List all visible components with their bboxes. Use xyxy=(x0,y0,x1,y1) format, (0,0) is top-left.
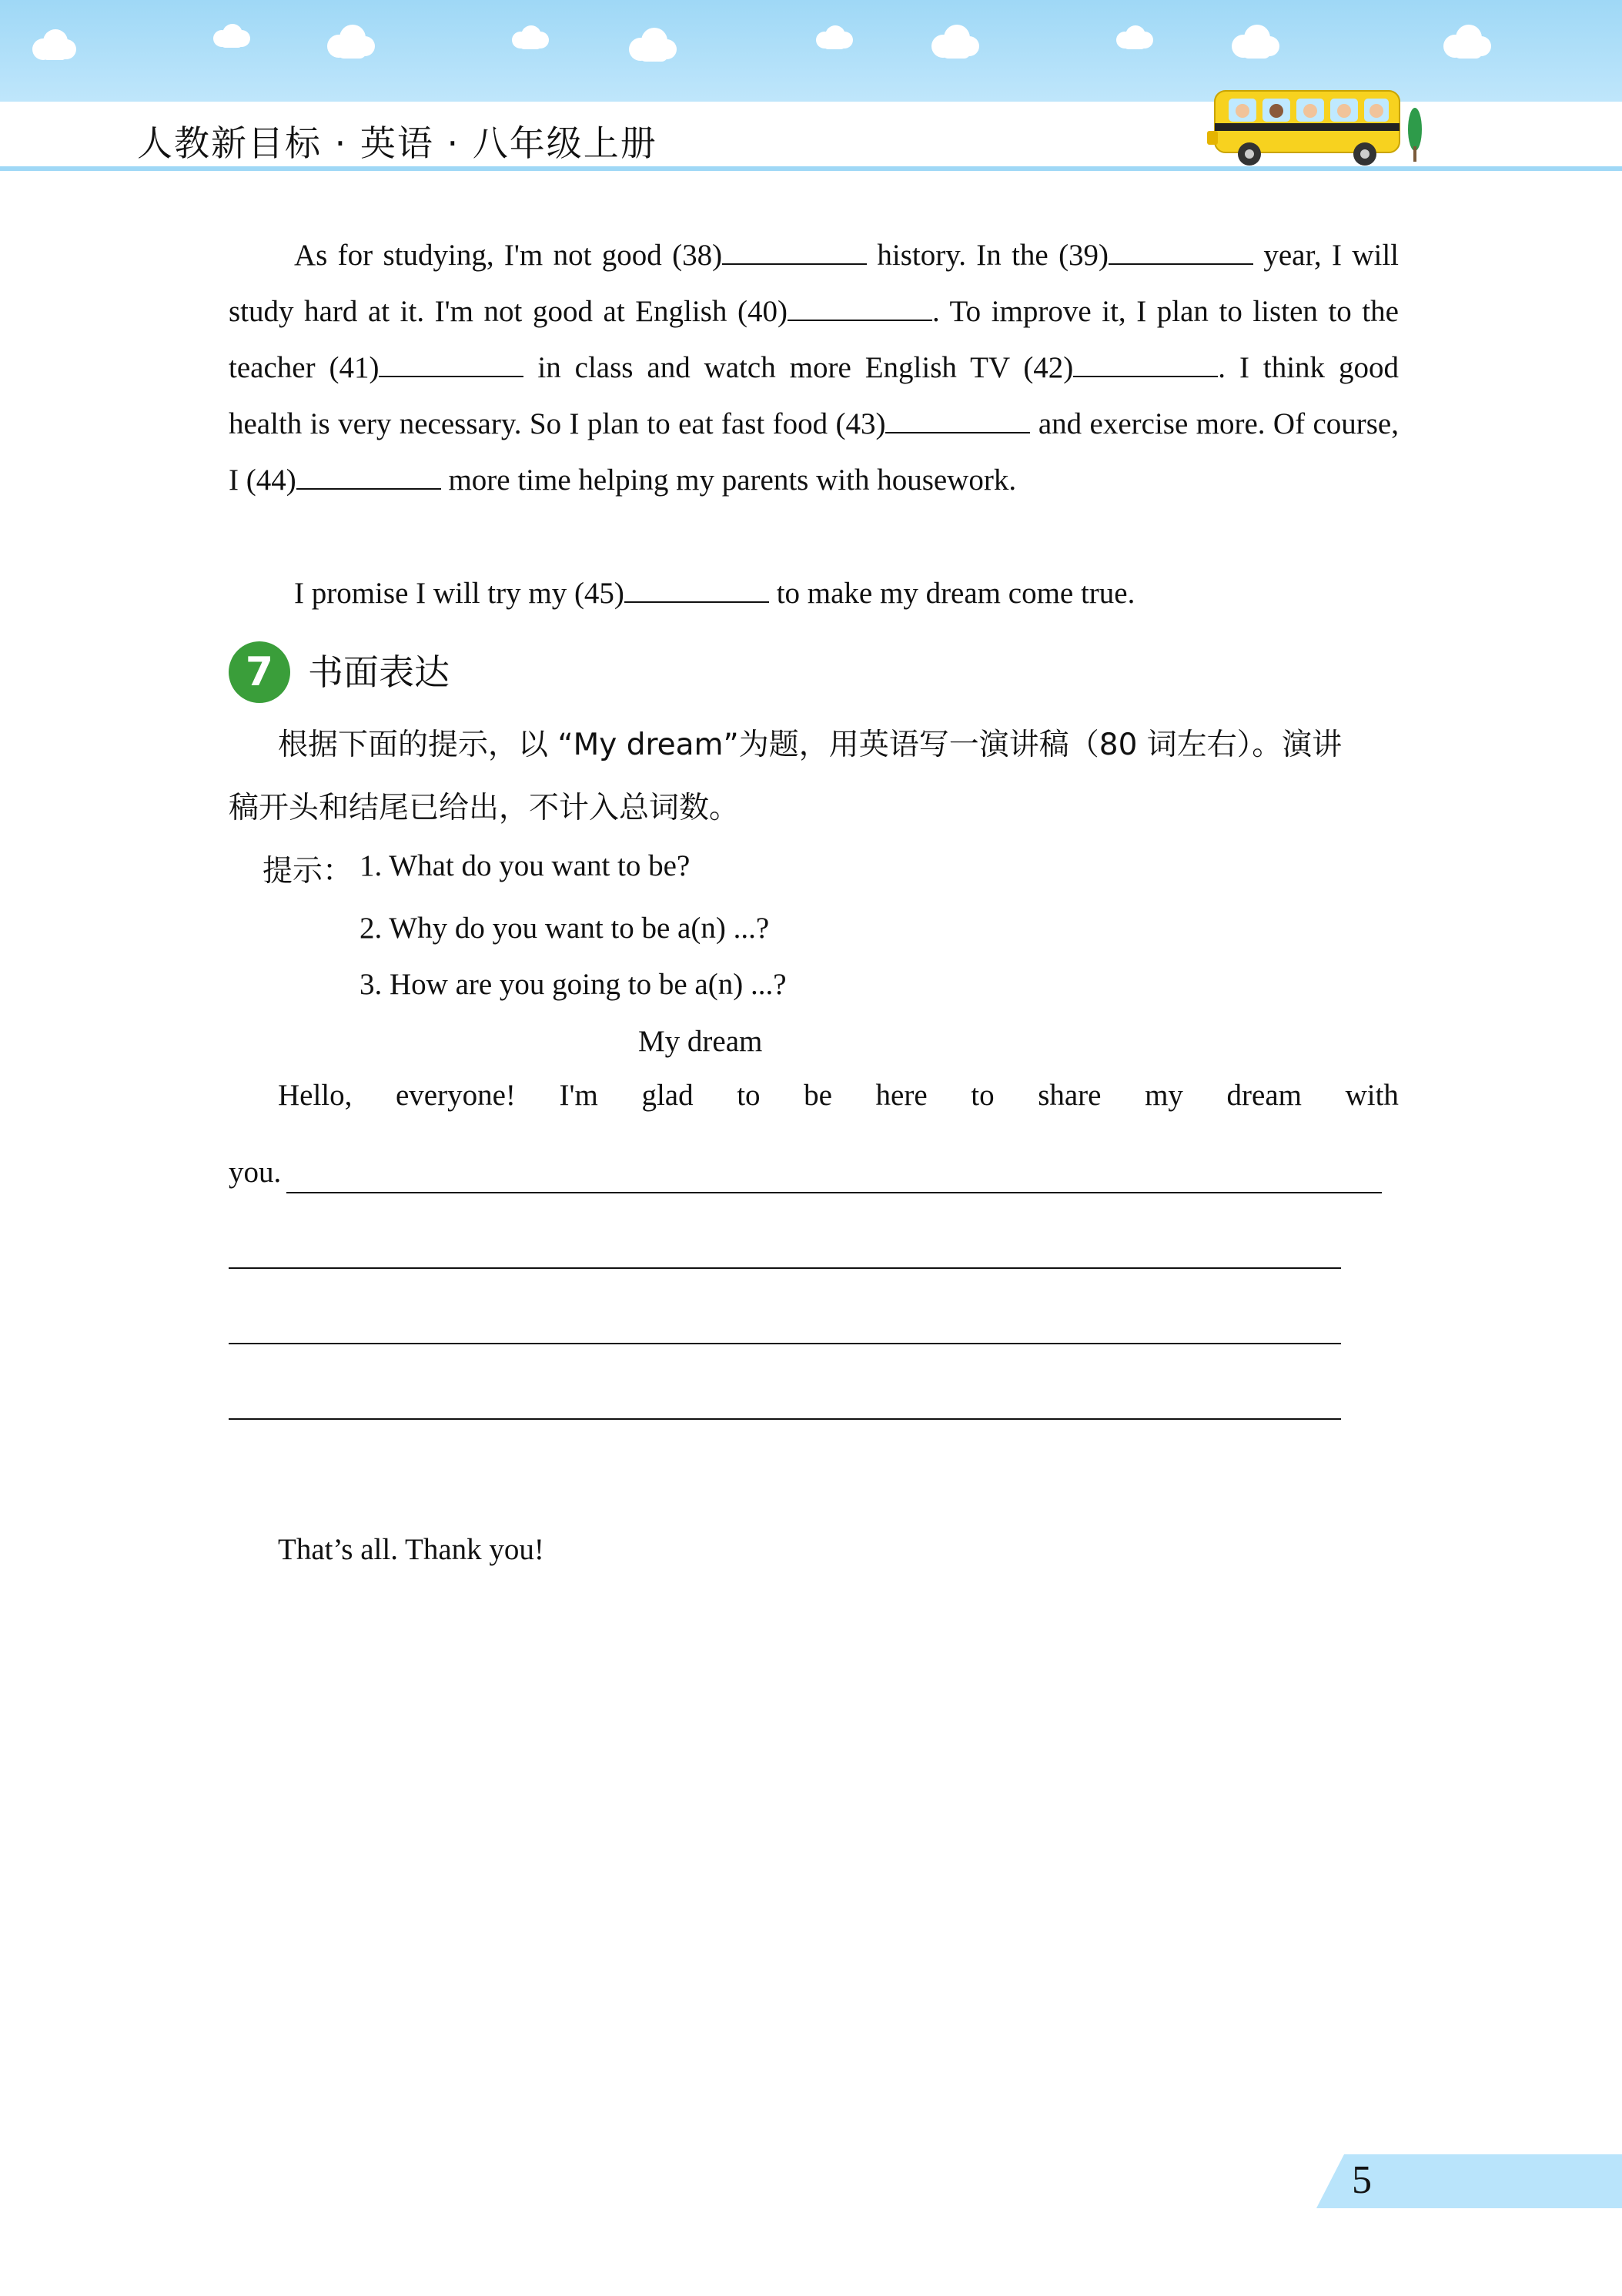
cloud-icon xyxy=(928,23,982,60)
opening-word: everyone! xyxy=(396,1079,516,1112)
passage-text: I promise I will try my (45) xyxy=(294,577,624,610)
cloud-icon xyxy=(28,28,79,62)
section-title: 书面表达 xyxy=(308,651,450,693)
opening-word: be xyxy=(804,1079,832,1112)
cloud-icon xyxy=(508,25,551,51)
writing-line[interactable] xyxy=(286,1192,1382,1193)
hint-item: 3. How are you going to be a(n) ...? xyxy=(360,968,787,1001)
writing-line[interactable] xyxy=(229,1267,1341,1269)
answer-blank-43[interactable] xyxy=(885,406,1030,433)
instruction-text: 稿开头和结尾已给出，不计入总词数。 xyxy=(229,791,740,825)
passage-text: more time helping my parents with housework. xyxy=(440,464,1017,497)
writing-line[interactable] xyxy=(229,1418,1341,1420)
opening-word: dream xyxy=(1226,1079,1302,1112)
passage-paragraph xyxy=(229,565,1399,621)
cloud-icon xyxy=(209,23,252,49)
cloud-icon xyxy=(1112,25,1155,51)
school-bus-icon xyxy=(1207,77,1430,169)
essay-title: My dream xyxy=(638,1025,763,1058)
essay-closing: That’s all. Thank you! xyxy=(278,1533,544,1566)
answer-blank-41[interactable] xyxy=(379,350,523,377)
opening-word: glad xyxy=(641,1079,694,1112)
opening-word: to xyxy=(971,1079,995,1112)
instruction-text: 根据下面的提示，以 “My dream”为题，用英语写一演讲稿（80 词左右）。演讲 xyxy=(278,728,1343,762)
cloud-icon xyxy=(323,23,377,60)
opening-word: Hello, xyxy=(278,1079,353,1112)
answer-blank-45[interactable] xyxy=(624,575,769,603)
opening-word: I'm xyxy=(559,1079,598,1112)
answer-blank-42[interactable] xyxy=(1073,350,1218,377)
hints-label: 提示： xyxy=(263,854,353,889)
cloud-icon xyxy=(1440,23,1493,60)
passage-paragraph xyxy=(229,227,1399,508)
hint-item: 2. Why do you want to be a(n) ...? xyxy=(360,912,770,945)
writing-line[interactable] xyxy=(229,1343,1341,1344)
passage-text: . To improve it, I plan to listen to the teacher (41) xyxy=(229,295,1399,384)
passage-text: in class and watch more English TV (42) xyxy=(523,351,1074,384)
opening-word: with xyxy=(1345,1079,1399,1112)
book-title: 人教新目标 · 英语 · 八年级上册 xyxy=(137,122,657,164)
passage-text: year, I will study hard at it. I'm not good at English (40) xyxy=(229,239,1399,328)
answer-blank-39[interactable] xyxy=(1109,237,1253,265)
answer-blank-38[interactable] xyxy=(722,237,867,265)
page-number: 5 xyxy=(1352,2158,1372,2202)
answer-blank-40[interactable] xyxy=(788,293,932,321)
opening-word: my xyxy=(1145,1079,1183,1112)
opening-word: share xyxy=(1038,1079,1102,1112)
passage-text: history. In the (39) xyxy=(867,239,1109,272)
cloud-icon xyxy=(812,25,855,51)
answer-blank-44[interactable] xyxy=(296,462,441,490)
opening-end: you. xyxy=(229,1156,282,1189)
hint-item: 1. What do you want to be? xyxy=(360,849,691,882)
passage-text: As for studying, I'm not good (38) xyxy=(294,239,723,272)
cloud-icon xyxy=(1228,23,1282,60)
opening-word: to xyxy=(737,1079,761,1112)
passage-text: to make my dream come true. xyxy=(768,577,1135,610)
cloud-icon xyxy=(625,26,679,63)
essay-opening xyxy=(278,1078,1399,1113)
opening-word: here xyxy=(875,1079,928,1112)
passage-text: . I think good health is very necessary. So I plan to eat fast food (43) xyxy=(229,351,1399,440)
passage-text: and exercise more. Of course, I (44) xyxy=(229,407,1399,497)
section-number-badge: 7 xyxy=(229,641,290,703)
